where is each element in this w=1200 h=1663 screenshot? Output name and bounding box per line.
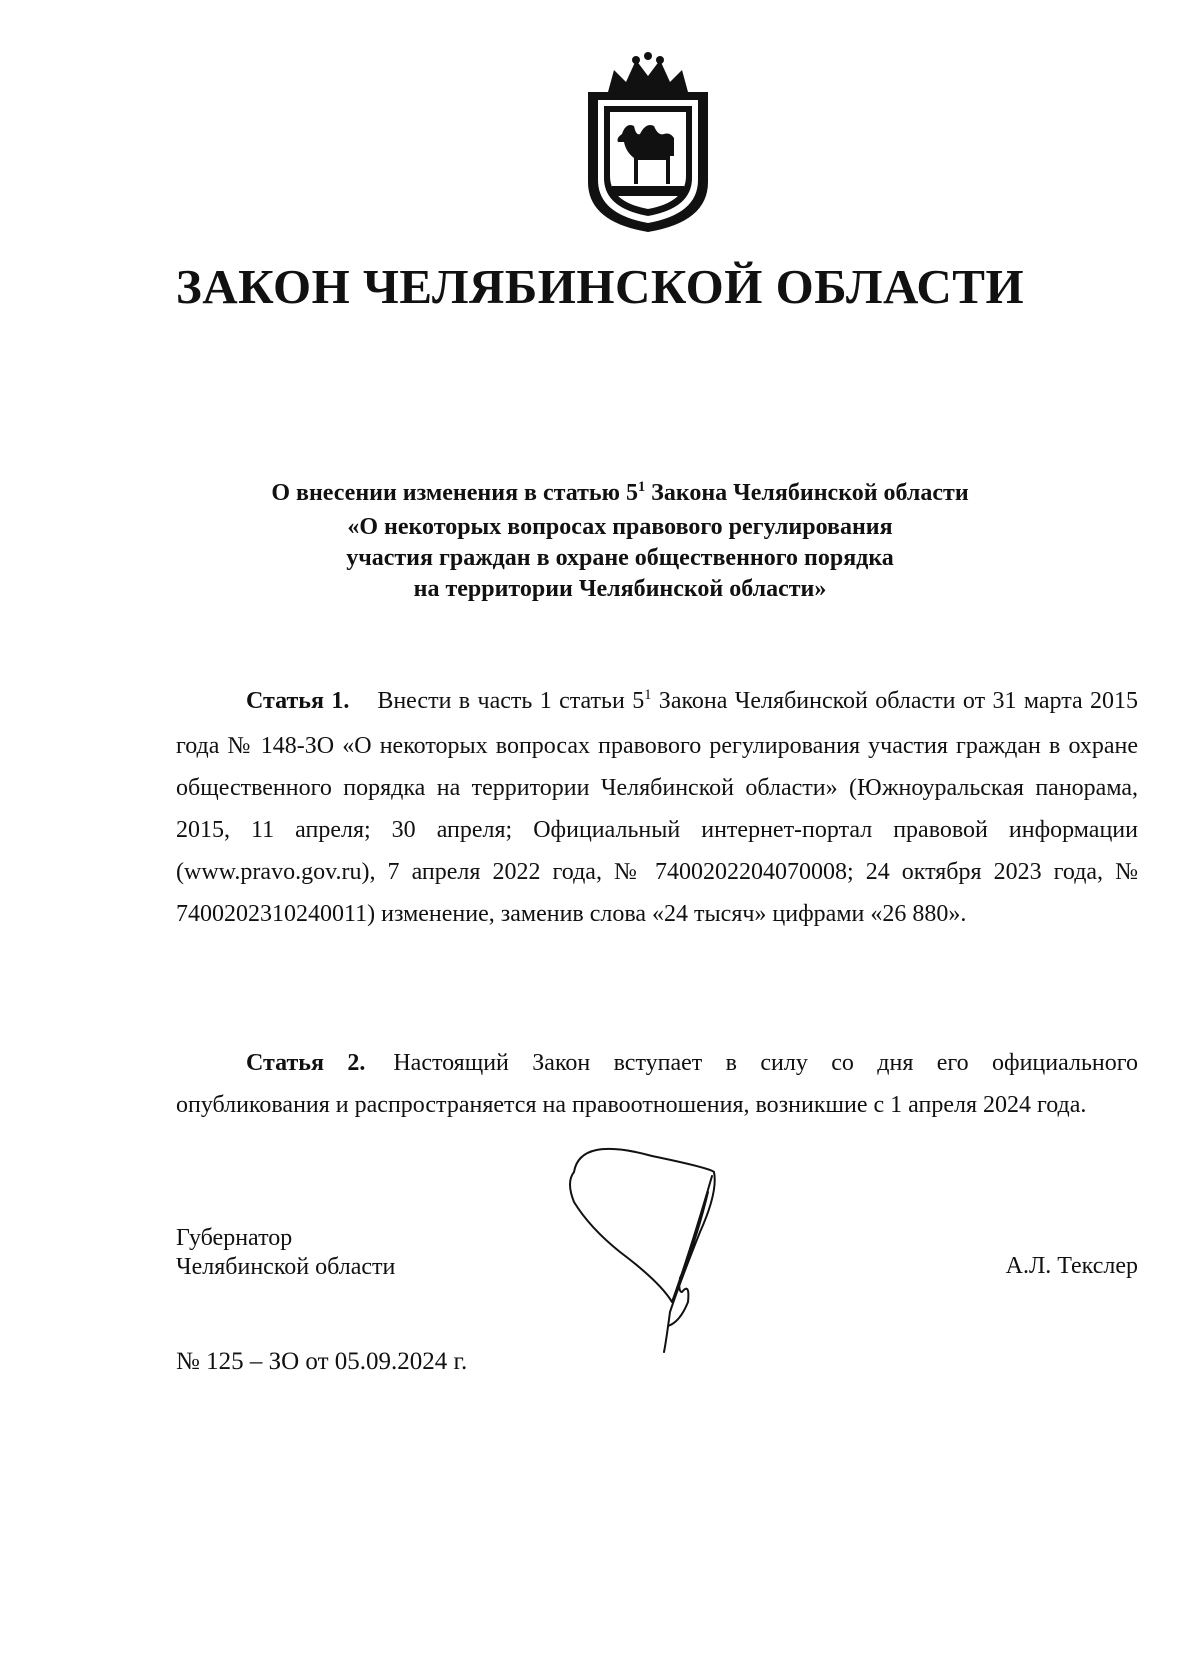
article-2-label: Статья 2.	[246, 1050, 366, 1076]
subject-line-4: на территории Челябинской области»	[413, 576, 827, 602]
article-1	[176, 680, 1138, 935]
signatory-position	[176, 1224, 395, 1282]
subject-line-1: О внесении изменения в статью $5^1$ Закона Челябинской области	[271, 479, 969, 506]
law-title: ЗАКОН ЧЕЛЯБИНСКОЙ ОБЛАСТИ	[175, 259, 1025, 314]
article-1-text-b: Закона Челябинской области от 31 марта 2015 года № 148-ЗО «О некоторых вопросах правового регулирования участия граждан в охране общественного порядка на территории Челябинской области» (Южноуральская панорама, 2015, 11 апреля; 30 апреля; Официальный интернет-портал правовой информации (www.pravo.gov.ru), 7 апреля 2022 года, № 7400202204070008; 24 октября 2023 года, № 7400202310240011) изменение, заменив слова «24 тысяч» цифрами «26 880».	[176, 688, 1139, 927]
position-line-2: Челябинской области	[176, 1254, 396, 1280]
subject-line-2: «О некоторых вопросах правового регулирования	[347, 514, 893, 540]
article-2	[176, 1042, 1138, 1126]
document-number: № 125 – ЗО от 05.09.2024 г.	[176, 1348, 468, 1375]
signatory-name: А.Л. Текслер	[1005, 1253, 1138, 1279]
handwritten-signature-icon	[560, 1142, 760, 1362]
article-2-text: Настоящий Закон вступает в силу со дня его официального опубликования и распространяется на правоотношения, возникшие с 1 апреля 2024 года.	[176, 1050, 1138, 1118]
article-1-label: Статья 1.	[246, 688, 350, 714]
subject-line-3: участия граждан в охране общественного порядка	[346, 545, 894, 571]
article-1-sup: 1	[644, 687, 652, 704]
coat-of-arms-icon	[578, 52, 718, 236]
article-1-text-a: Внести в часть 1 статьи 5	[377, 688, 645, 714]
law-subject	[200, 478, 1040, 605]
position-line-1: Губернатор	[176, 1225, 293, 1251]
